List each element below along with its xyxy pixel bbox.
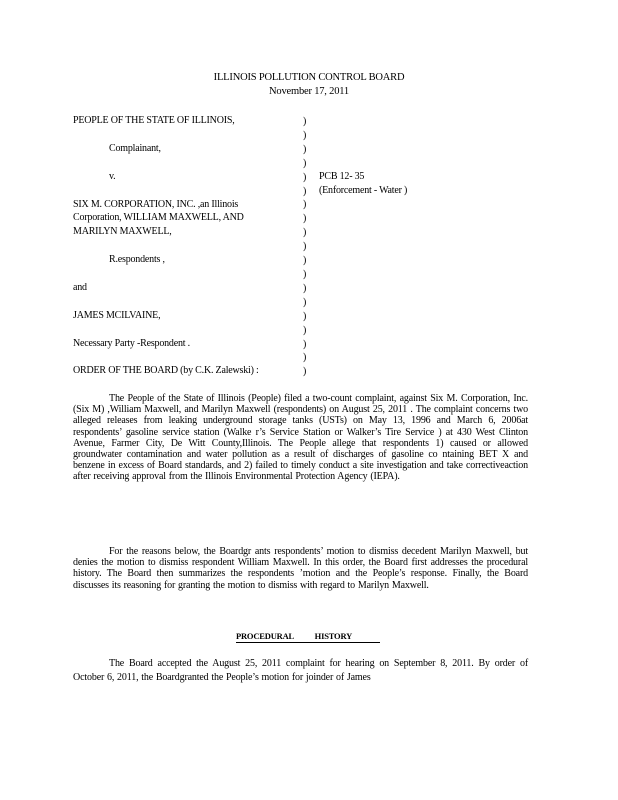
board-title: ILLINOIS POLLUTION CONTROL BOARD: [213, 72, 405, 83]
order-of-the-board-line: ORDER OF THE BOARD (by C.K. Zalewski) :: [73, 365, 259, 376]
caption-respondent-line3: MARILYN MAXWELL,: [73, 226, 172, 237]
case-type: (Enforcement - Water ): [319, 185, 408, 196]
caption-versus: v.: [109, 171, 116, 182]
paragraph-reasons: For the reasons below, the Boardgr ants respondents’ motion to dismiss decedent Marilyn Maxwell, but denies the motion to dismiss respondent William Maxwell. In this order, the Board first addresses the procedural history. The Board then summarizes the respondents ’motion and the People’s response. Finally, the Board discusses its reasoning for granting the motion to dismiss with regard to Marilyn Maxwell.: [73, 546, 528, 591]
procedural-history-heading: PROCEDURAL HISTORY: [236, 631, 380, 643]
paragraph-complaint-summary: The People of the State of Illinois (People) filed a two-count complaint, against Six M. Corporation, Inc. (Six M) ,William Maxwell, and Marilyn Maxwell (respondents) on August 25, 2011 . The complaint concerns two alleged releases from leaking underground storage tanks (USTs) on May 13, 1996 and March 6, 2006at respondents’ gasoline service station (Walke r’s Service Station or Walker’s Tire Service ) at 430 West Clinton Avenue, Farmer City, De Witt County,Illinois. The People allege that respondents 1) caused or allowed groundwater contamination and water pollution as a result of discharges of gasoline co ntaining BET X and benzene in excess of Board standards, and 2) failed to timely conduct a site investigation and take correctiveaction after receiving approval from the Illinois Environmental Protection Agency (IEPA).: [73, 393, 528, 483]
caption-respondent-line1: SIX M. CORPORATION, INC. ,an Illinois: [73, 199, 239, 210]
order-date: November 17, 2011: [269, 86, 349, 97]
caption-respondents-label: R.espondents ,: [109, 254, 165, 265]
case-number: PCB 12- 35: [319, 171, 365, 182]
caption-and: and: [73, 282, 87, 293]
caption-necessary-party-label: Necessary Party -Respondent .: [73, 338, 190, 349]
caption-necessary-party-name: JAMES MCILVAINE,: [73, 310, 161, 321]
paragraph-procedural-history: The Board accepted the August 25, 2011 complaint for hearing on September 8, 2011. By order of October 6, 2011, the Boardgranted the People’s motion for joinder of James: [73, 658, 528, 683]
caption-parenthesis-column: ) ) ) ) ) ) ) ) ) ) ) ) ) ) ) ) ) ) ): [303, 116, 307, 378]
caption-complainant: Complainant,: [109, 143, 161, 154]
caption-people: PEOPLE OF THE STATE OF ILLINOIS,: [73, 115, 235, 126]
caption-respondent-line2: Corporation, WILLIAM MAXWELL, AND: [73, 212, 244, 223]
